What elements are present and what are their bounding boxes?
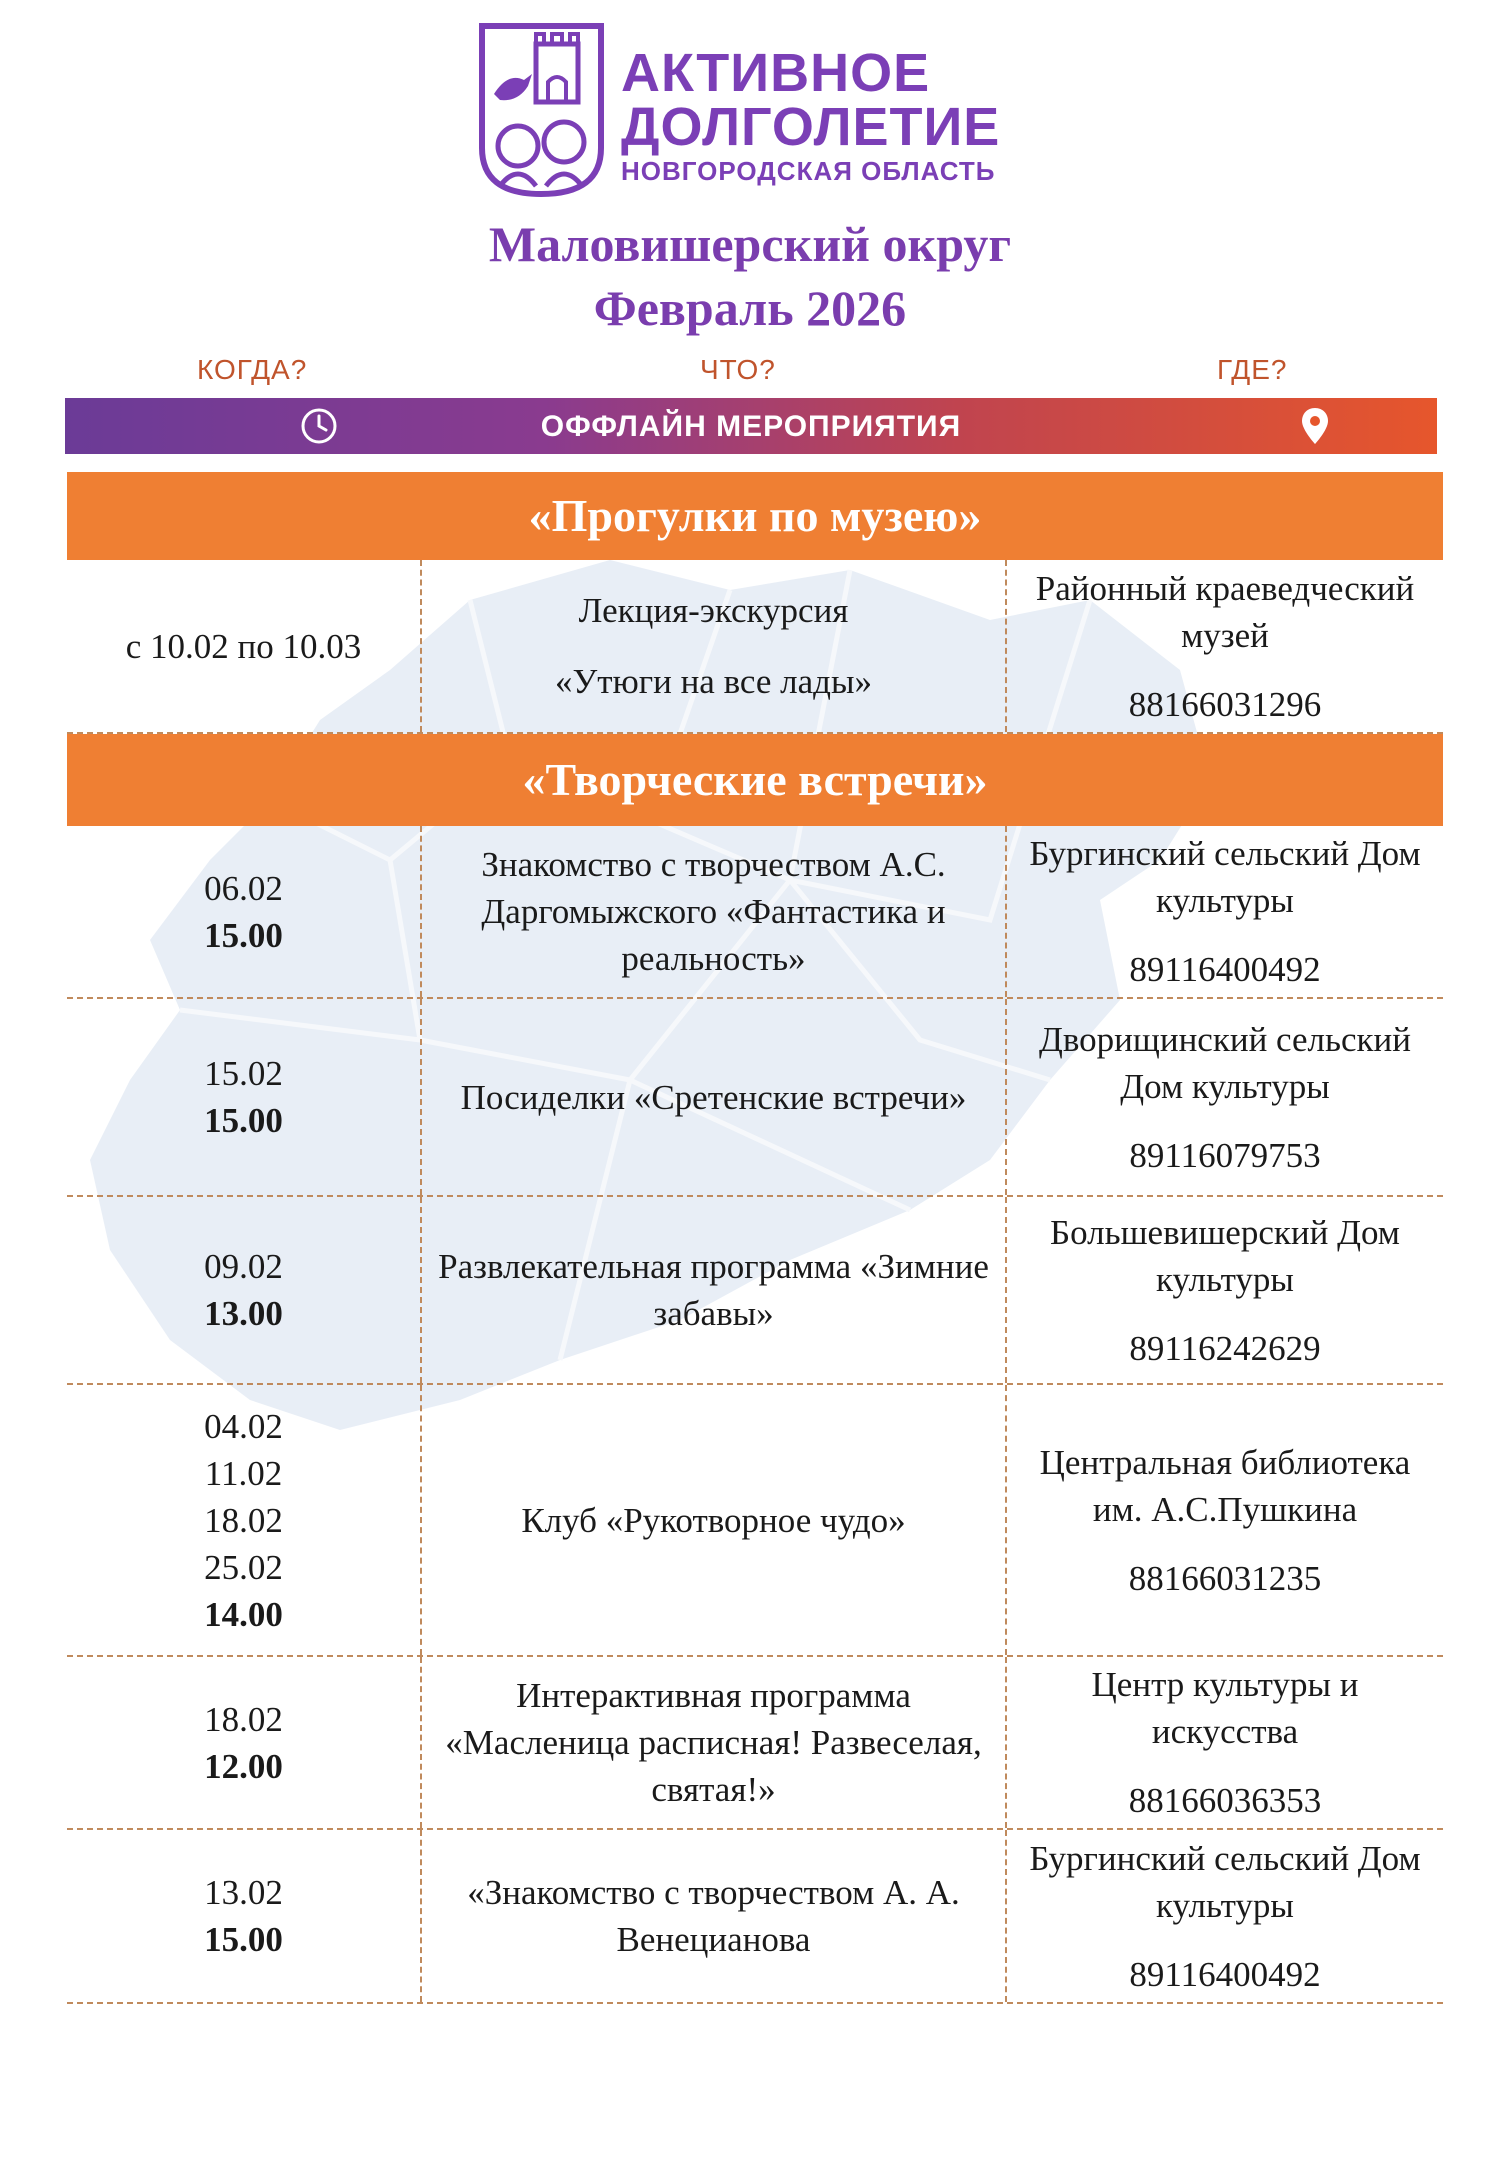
date-cell [67, 999, 422, 1195]
phone-number: 88166031296 [1128, 684, 1322, 724]
place-name: Бургинский сельский Дом культуры [1029, 834, 1421, 920]
place-cell [1007, 1197, 1443, 1383]
event-cell [422, 826, 1007, 997]
logo-title-line1: АКТИВНОЕ [621, 43, 931, 103]
date: 09.02 [204, 1247, 283, 1286]
place-cell [1007, 560, 1443, 732]
event-title: Интерактивная программа «Масленица расписная! Развеселая, святая!» [445, 1676, 982, 1809]
place-name: Центральная библиотека им. А.С.Пушкина [1039, 1442, 1411, 1529]
place-name: Центр культуры и искусства [1091, 1665, 1359, 1751]
time: 15.00 [204, 1101, 283, 1140]
location-pin-icon [1300, 406, 1330, 446]
column-where: ГДЕ? [1217, 354, 1288, 385]
place-cell [1007, 1830, 1443, 2002]
time: 15.00 [204, 915, 283, 955]
section-header-creative: «Творческие встречи» [67, 734, 1443, 826]
active-longevity-emblem-icon [478, 22, 605, 198]
place-cell [1007, 1657, 1443, 1828]
logo-subtitle: НОВГОРОДСКАЯ ОБЛАСТЬ [621, 156, 996, 186]
phone-number: 88166031235 [1128, 1558, 1322, 1598]
page-title [0, 212, 1500, 340]
table-row [67, 1657, 1443, 1830]
table-row [67, 1197, 1443, 1385]
place-name: Районный краеведческий музей [1035, 568, 1415, 655]
date-cell [67, 1385, 422, 1655]
event-title: Знакомство с творчеством А.С. Даргомыжского «Фантастика и реальность» [481, 845, 946, 978]
event-cell [422, 1385, 1007, 1655]
month-title: Февраль 2026 [593, 280, 907, 336]
column-when: КОГДА? [197, 354, 308, 385]
table-row [67, 1830, 1443, 2004]
table-row [67, 1385, 1443, 1657]
place-cell [1007, 826, 1443, 997]
place-name: Дворищинский сельский Дом культуры [1039, 1019, 1411, 1106]
date: 04.02 [204, 1406, 283, 1446]
phone-number: 89116400492 [1129, 950, 1321, 989]
event-cell [422, 1830, 1007, 2002]
event-title: Посиделки «Сретенские встречи» [460, 1077, 967, 1117]
time: 15.00 [204, 1920, 283, 1959]
date-range: с 10.02 по 10.03 [125, 626, 362, 666]
date-cell [67, 826, 422, 997]
date: 11.02 [204, 1453, 283, 1493]
date: 18.02 [204, 1699, 283, 1739]
event-title: Клуб «Рукотворное чудо» [521, 1500, 906, 1540]
table-row [67, 826, 1443, 999]
date-cell [67, 1657, 422, 1828]
events-table [67, 472, 1443, 2004]
date-cell [67, 560, 422, 732]
table-row [67, 999, 1443, 1197]
date-cell [67, 1197, 422, 1383]
banner-label: ОФФЛАЙН МЕРОПРИЯТИЯ [540, 410, 962, 443]
date: 13.02 [204, 1873, 283, 1912]
event-cell [422, 1197, 1007, 1383]
date: 06.02 [204, 868, 283, 908]
event-type: Лекция-экскурсия [578, 591, 849, 630]
logo-title-line2: ДОЛГОЛЕТИЕ [621, 97, 1001, 157]
table-row [67, 560, 1443, 734]
event-title: Развлекательная программа «Зимние забавы» [438, 1247, 989, 1333]
event-title: «Знакомство с творчеством А. А. Венецианова [467, 1873, 960, 1959]
place-name: Бургинский сельский Дом культуры [1029, 1838, 1421, 1925]
logo [478, 22, 1038, 200]
section-header-museum: «Прогулки по музею» [67, 472, 1443, 560]
date-cell [67, 1830, 422, 2002]
event-title: «Утюги на все лады» [555, 662, 872, 701]
time: 14.00 [204, 1594, 283, 1634]
time: 13.00 [204, 1294, 283, 1333]
column-headers [0, 354, 1500, 390]
phone-number: 89116079753 [1129, 1135, 1321, 1175]
date: 18.02 [204, 1500, 283, 1540]
event-cell [422, 560, 1007, 732]
phone-number: 88166036353 [1128, 1781, 1322, 1820]
date: 15.02 [204, 1054, 283, 1093]
phone-number: 89116400492 [1129, 1954, 1321, 1994]
place-cell [1007, 1385, 1443, 1655]
time: 12.00 [204, 1746, 283, 1786]
date: 25.02 [204, 1547, 283, 1587]
offline-events-banner [65, 398, 1437, 454]
place-name: Большевишерский Дом культуры [1050, 1212, 1400, 1299]
event-cell [422, 999, 1007, 1195]
logo-wordmark [621, 43, 1001, 188]
district-title: Маловишерский округ [488, 216, 1012, 272]
column-what: ЧТО? [700, 354, 776, 385]
phone-number: 89116242629 [1129, 1328, 1321, 1368]
event-cell [422, 1657, 1007, 1828]
place-cell [1007, 999, 1443, 1195]
